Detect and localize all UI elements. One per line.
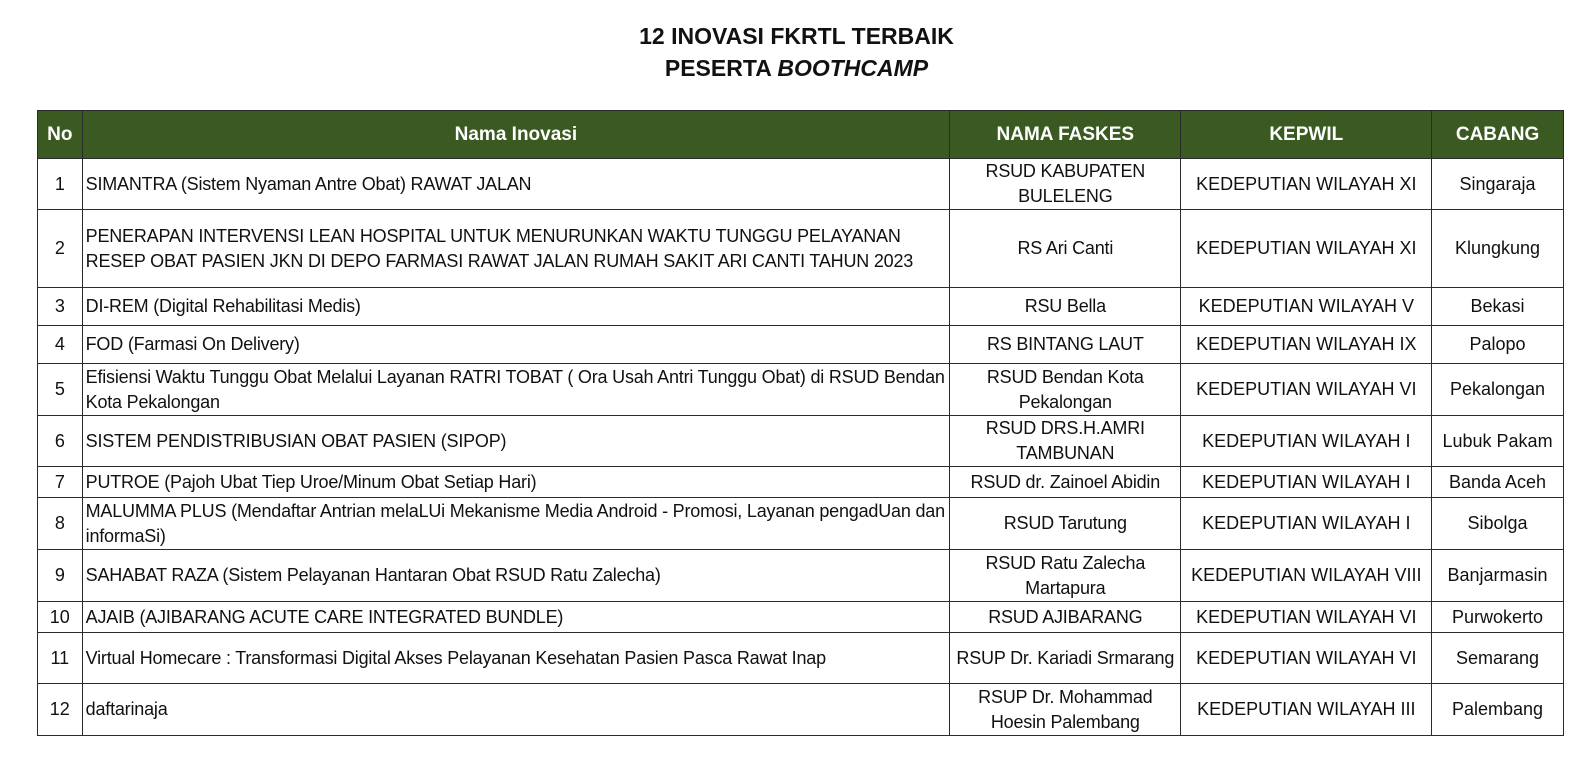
cell-no: 5	[38, 364, 83, 416]
title-line-2-prefix: PESERTA	[664, 55, 778, 81]
table-row	[38, 159, 1564, 210]
cell-cabang: Palopo	[1432, 326, 1564, 364]
cell-nama-inovasi: Virtual Homecare : Transformasi Digital Akses Pelayanan Kesehatan Pasien Pasca Rawat Inap	[82, 633, 950, 684]
header-kepwil: KEPWIL	[1181, 111, 1432, 159]
cell-cabang: Bekasi	[1432, 288, 1564, 326]
table-row	[38, 498, 1564, 550]
cell-no: 2	[38, 210, 83, 288]
cell-nama-faskes: RSUP Dr. Mohammad Hoesin Palembang	[950, 684, 1181, 736]
table-row	[38, 416, 1564, 467]
cell-cabang: Singaraja	[1432, 159, 1564, 210]
cell-cabang: Sibolga	[1432, 498, 1564, 550]
header-cabang: CABANG	[1432, 111, 1564, 159]
title-line-2-italic: BOOTHCAMP	[777, 55, 929, 81]
cell-no: 9	[38, 550, 83, 602]
cell-kepwil: KEDEPUTIAN WILAYAH XI	[1181, 159, 1432, 210]
cell-nama-faskes: RS Ari Canti	[950, 210, 1181, 288]
cell-nama-inovasi: daftarinaja	[82, 684, 950, 736]
cell-no: 3	[38, 288, 83, 326]
table-row	[38, 288, 1564, 326]
title-line-1: 12 INOVASI FKRTL TERBAIK	[639, 23, 954, 49]
table-row	[38, 210, 1564, 288]
cell-cabang: Banda Aceh	[1432, 467, 1564, 498]
cell-cabang: Banjarmasin	[1432, 550, 1564, 602]
cell-kepwil: KEDEPUTIAN WILAYAH VI	[1181, 633, 1432, 684]
cell-kepwil: KEDEPUTIAN WILAYAH V	[1181, 288, 1432, 326]
cell-nama-inovasi: SISTEM PENDISTRIBUSIAN OBAT PASIEN (SIPOP)	[82, 416, 950, 467]
cell-no: 1	[38, 159, 83, 210]
header-nama-inovasi: Nama Inovasi	[82, 111, 950, 159]
cell-no: 10	[38, 602, 83, 633]
innovation-table	[37, 110, 1564, 736]
title-line-2	[0, 52, 1593, 84]
cell-kepwil: KEDEPUTIAN WILAYAH I	[1181, 416, 1432, 467]
table-row	[38, 364, 1564, 416]
cell-kepwil: KEDEPUTIAN WILAYAH VI	[1181, 602, 1432, 633]
cell-nama-inovasi: DI-REM (Digital Rehabilitasi Medis)	[82, 288, 950, 326]
cell-nama-inovasi: PUTROE (Pajoh Ubat Tiep Uroe/Minum Obat Setiap Hari)	[82, 467, 950, 498]
cell-no: 7	[38, 467, 83, 498]
cell-nama-faskes: RSU Bella	[950, 288, 1181, 326]
cell-nama-faskes: RSUD dr. Zainoel Abidin	[950, 467, 1181, 498]
table-row	[38, 602, 1564, 633]
cell-nama-faskes: RSUD Bendan Kota Pekalongan	[950, 364, 1181, 416]
cell-no: 11	[38, 633, 83, 684]
cell-cabang: Semarang	[1432, 633, 1564, 684]
cell-nama-faskes: RSUD Tarutung	[950, 498, 1181, 550]
cell-nama-inovasi: PENERAPAN INTERVENSI LEAN HOSPITAL UNTUK MENURUNKAN WAKTU TUNGGU PELAYANAN RESEP OBAT PASIEN JKN DI DEPO FARMASI RAWAT JALAN RUMAH SAKIT ARI CANTI TAHUN 2023	[82, 210, 950, 288]
table-row	[38, 326, 1564, 364]
cell-kepwil: KEDEPUTIAN WILAYAH I	[1181, 467, 1432, 498]
cell-nama-inovasi: SAHABAT RAZA (Sistem Pelayanan Hantaran Obat RSUD Ratu Zalecha)	[82, 550, 950, 602]
cell-nama-faskes: RS BINTANG LAUT	[950, 326, 1181, 364]
document-title	[0, 20, 1593, 84]
cell-kepwil: KEDEPUTIAN WILAYAH VI	[1181, 364, 1432, 416]
header-nama-faskes: NAMA FASKES	[950, 111, 1181, 159]
cell-nama-inovasi: AJAIB (AJIBARANG ACUTE CARE INTEGRATED BUNDLE)	[82, 602, 950, 633]
cell-kepwil: KEDEPUTIAN WILAYAH I	[1181, 498, 1432, 550]
table-row	[38, 684, 1564, 736]
cell-nama-inovasi: FOD (Farmasi On Delivery)	[82, 326, 950, 364]
cell-nama-inovasi: Efisiensi Waktu Tunggu Obat Melalui Layanan RATRI TOBAT ( Ora Usah Antri Tunggu Obat) di RSUD Bendan Kota Pekalongan	[82, 364, 950, 416]
table-row	[38, 550, 1564, 602]
table-header-row	[38, 111, 1564, 159]
cell-nama-faskes: RSUP Dr. Kariadi Srmarang	[950, 633, 1181, 684]
cell-kepwil: KEDEPUTIAN WILAYAH III	[1181, 684, 1432, 736]
cell-kepwil: KEDEPUTIAN WILAYAH XI	[1181, 210, 1432, 288]
cell-nama-faskes: RSUD DRS.H.AMRI TAMBUNAN	[950, 416, 1181, 467]
cell-no: 8	[38, 498, 83, 550]
table-row	[38, 467, 1564, 498]
cell-nama-faskes: RSUD AJIBARANG	[950, 602, 1181, 633]
cell-cabang: Lubuk Pakam	[1432, 416, 1564, 467]
cell-cabang: Klungkung	[1432, 210, 1564, 288]
cell-nama-inovasi: SIMANTRA (Sistem Nyaman Antre Obat) RAWAT JALAN	[82, 159, 950, 210]
cell-no: 4	[38, 326, 83, 364]
cell-cabang: Palembang	[1432, 684, 1564, 736]
cell-kepwil: KEDEPUTIAN WILAYAH IX	[1181, 326, 1432, 364]
cell-kepwil: KEDEPUTIAN WILAYAH VIII	[1181, 550, 1432, 602]
cell-no: 6	[38, 416, 83, 467]
cell-nama-faskes: RSUD KABUPATEN BULELENG	[950, 159, 1181, 210]
cell-nama-inovasi: MALUMMA PLUS (Mendaftar Antrian melaLUi Mekanisme Media Android - Promosi, Layanan pengadUan dan informaSi)	[82, 498, 950, 550]
cell-cabang: Purwokerto	[1432, 602, 1564, 633]
cell-nama-faskes: RSUD Ratu Zalecha Martapura	[950, 550, 1181, 602]
header-no: No	[38, 111, 83, 159]
cell-cabang: Pekalongan	[1432, 364, 1564, 416]
cell-no: 12	[38, 684, 83, 736]
table-row	[38, 633, 1564, 684]
